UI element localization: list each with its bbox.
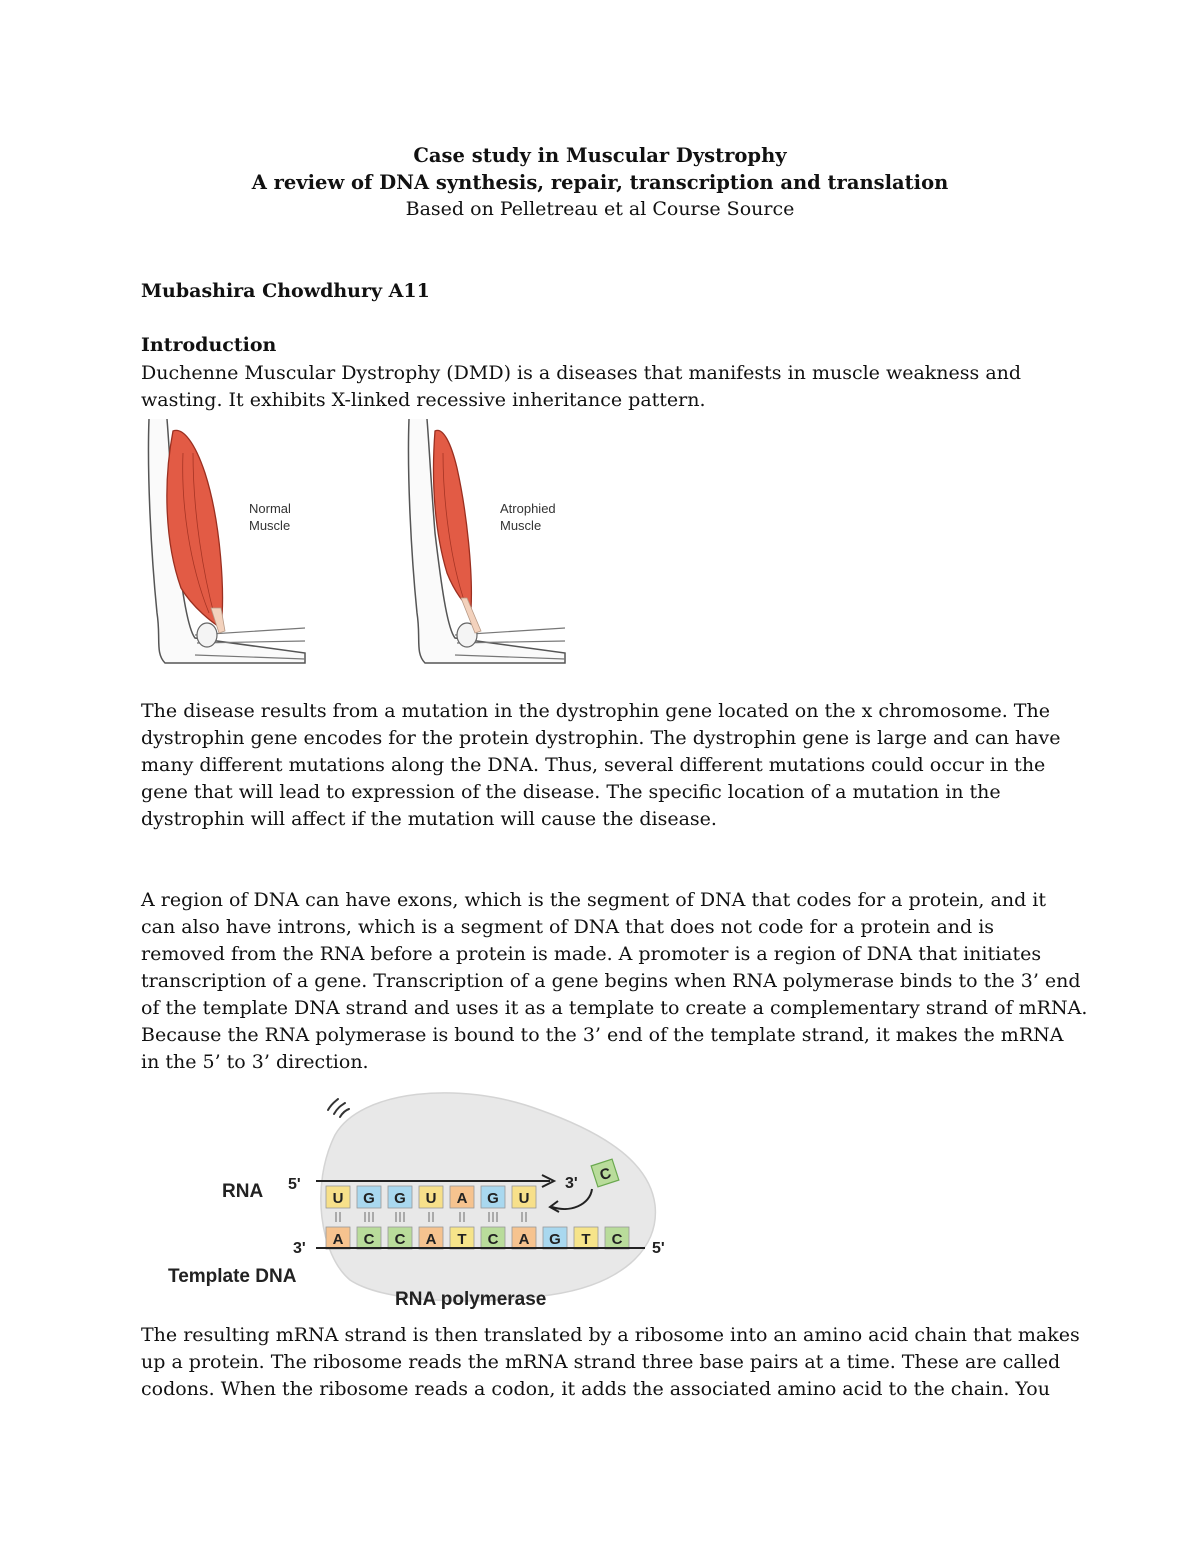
paragraph-line: Because the RNA polymerase is bound to the 3’ end of the template strand, it makes the mRNA	[141, 1024, 1064, 1046]
rna-polymerase-figure	[160, 1085, 700, 1315]
dna-base-letter: A	[425, 1231, 437, 1248]
paragraph-line: transcription of a gene. Transcription of a gene begins when RNA polymerase binds to the 3’ end	[141, 970, 1081, 992]
normal-arm-illustration	[148, 419, 305, 663]
intro-line: Duchenne Muscular Dystrophy (DMD) is a diseases that manifests in muscle weakness and	[141, 362, 1022, 384]
paragraph-line: many different mutations along the DNA. Thus, several different mutations could occur in the	[141, 754, 1046, 776]
dna-base-letter: C	[611, 1231, 623, 1248]
paragraph-line: A region of DNA can have exons, which is the segment of DNA that codes for a protein, and it	[141, 889, 1046, 911]
dna-base-letter: G	[549, 1231, 561, 1248]
rna-five-prime-label: 5'	[288, 1176, 301, 1193]
template-dna-label: Template DNA	[168, 1266, 297, 1287]
paragraph-line: can also have introns, which is a segment of DNA that does not code for a protein and is	[141, 916, 995, 938]
dna-base-letter: C	[363, 1231, 375, 1248]
rna-base-letter: U	[332, 1190, 344, 1207]
dna-five-prime-label: 5'	[652, 1240, 665, 1257]
atrophied-muscle-label-line1: Atrophied	[500, 501, 556, 516]
rna-base-letter: G	[363, 1190, 375, 1207]
rna-three-prime-label: 3'	[565, 1175, 578, 1192]
rna-label: RNA	[222, 1181, 264, 1202]
author-name: Mubashira Chowdhury A11	[141, 280, 430, 302]
atrophied-muscle-label-line2: Muscle	[500, 518, 542, 533]
atrophied-arm-illustration	[408, 419, 565, 663]
dna-base-letter: A	[332, 1231, 344, 1248]
paragraph-line: gene that will lead to expression of the disease. The specific location of a mutation in the	[141, 781, 1001, 803]
dna-base-letter: T	[581, 1231, 591, 1248]
document-title: Case study in Muscular Dystrophy	[413, 144, 787, 167]
intro-line: wasting. It exhibits X-linked recessive inheritance pattern.	[141, 389, 706, 411]
paragraph-line: dystrophin will affect if the mutation will cause the disease.	[141, 808, 717, 830]
dna-three-prime-label: 3'	[293, 1240, 306, 1257]
document-source: Based on Pelletreau et al Course Source	[405, 198, 795, 220]
rna-base-letter: A	[456, 1190, 468, 1207]
rna-bases-group	[326, 1186, 536, 1208]
muscle-figure	[135, 413, 585, 671]
dna-base-letter: T	[457, 1231, 467, 1248]
rna-base-letter: G	[487, 1190, 499, 1207]
dna-base-letter: A	[518, 1231, 530, 1248]
transcription-paragraph	[141, 887, 1088, 1076]
normal-muscle-label-line2: Muscle	[249, 518, 291, 533]
paragraph-line: The disease results from a mutation in the dystrophin gene located on the x chromosome. The	[141, 700, 1050, 722]
paragraph-line: of the template DNA strand and uses it as a template to create a complementary strand of mRNA.	[141, 997, 1088, 1019]
document-subtitle: A review of DNA synthesis, repair, transcription and translation	[251, 171, 949, 194]
rna-polymerase-label: RNA polymerase	[395, 1289, 547, 1310]
intro-paragraph	[141, 360, 1081, 414]
dna-base-letter: C	[487, 1231, 499, 1248]
paragraph-line: removed from the RNA before a protein is made. A promoter is a region of DNA that initiates	[141, 943, 1042, 965]
paragraph-line: dystrophin gene encodes for the protein dystrophin. The dystrophin gene is large and can have	[141, 727, 1061, 749]
rna-base-letter: U	[425, 1190, 437, 1207]
dystrophin-paragraph	[141, 698, 1081, 833]
normal-muscle-label-line1: Normal	[249, 501, 291, 516]
translation-paragraph	[141, 1322, 1081, 1403]
paragraph-line: in the 5’ to 3’ direction.	[141, 1051, 369, 1073]
paragraph-line: up a protein. The ribosome reads the mRNA strand three base pairs at a time. These are called	[141, 1351, 1061, 1373]
dna-base-letter: C	[394, 1231, 406, 1248]
rna-base-letter: G	[394, 1190, 406, 1207]
rna-base-letter: U	[518, 1190, 530, 1207]
incoming-base-letter: C	[597, 1164, 614, 1185]
paragraph-line: The resulting mRNA strand is then translated by a ribosome into an amino acid chain that makes	[141, 1324, 1080, 1346]
paragraph-line: codons. When the ribosome reads a codon, it adds the associated amino acid to the chain. You	[141, 1378, 1050, 1400]
motion-marks-icon	[328, 1099, 349, 1117]
intro-heading: Introduction	[141, 334, 277, 356]
